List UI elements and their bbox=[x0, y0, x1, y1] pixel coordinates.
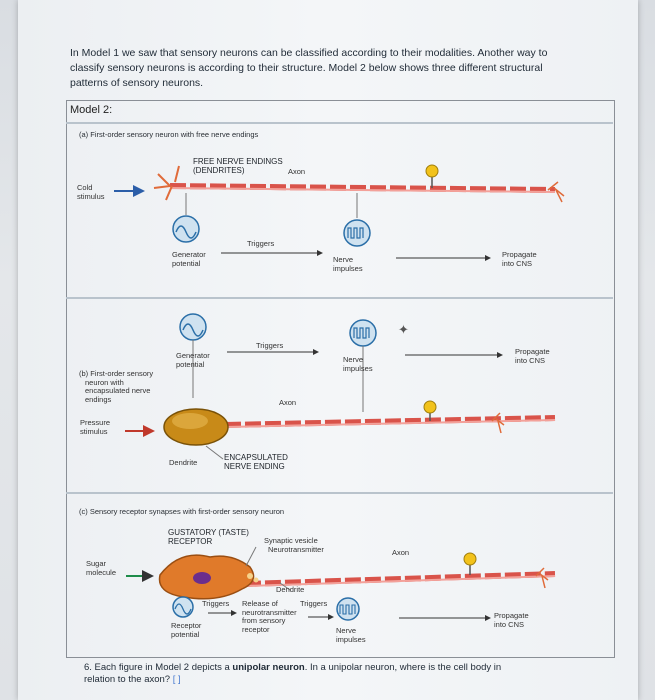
panel-c-subtitle: (c) Sensory receptor synapses with first-order sensory neuron bbox=[79, 507, 285, 516]
panel-b-subtitle-line-4: endings bbox=[85, 394, 112, 404]
panel-b-triggers-label: Triggers bbox=[256, 341, 284, 350]
panel-a-cell-body bbox=[426, 165, 438, 177]
question-line-2 bbox=[84, 674, 604, 686]
gustatory-line-1: GUSTATORY (TASTE) bbox=[168, 528, 249, 537]
sugar-molecule-label bbox=[86, 560, 116, 577]
panel-c-nerve-line-1: Nerve bbox=[336, 626, 357, 635]
panel-b-nerve-line-2: impulses bbox=[343, 363, 373, 373]
pressure-stimulus-line-1: Pressure bbox=[80, 418, 111, 427]
panel-b-dendrite-label: Dendrite bbox=[169, 458, 198, 467]
synaptic-vesicle-1 bbox=[247, 573, 253, 579]
panel-b-leader-encapsulated bbox=[206, 446, 223, 459]
cold-stimulus-line-2: stimulus bbox=[77, 191, 105, 201]
intro-line-3: patterns of sensory neurons. bbox=[70, 77, 204, 89]
question-line-2-text: relation to the axon? bbox=[84, 674, 171, 685]
free-nerve-endings-label bbox=[193, 157, 283, 175]
intro-line-2: classify sensory neurons is according to their structure. Model 2 below shows three different structural bbox=[70, 62, 543, 74]
panel-a-triggers-label: Triggers bbox=[247, 239, 275, 248]
panel-c-dendrite-label: Dendrite bbox=[276, 585, 305, 594]
panel-b-nerve-line-1: Nerve bbox=[343, 355, 364, 364]
gustatory-receptor-label bbox=[168, 528, 249, 546]
sugar-line-2: molecule bbox=[86, 567, 117, 577]
synaptic-line-2: Neurotransmitter bbox=[268, 544, 324, 554]
answer-field[interactable]: [ ] bbox=[172, 674, 181, 685]
receptor-potential-label bbox=[171, 622, 201, 639]
panel-b-axon-label: Axon bbox=[279, 398, 297, 407]
panel-b-propagate-line-1: Propagate bbox=[515, 347, 550, 356]
sugar-line-1: Sugar bbox=[86, 559, 107, 568]
panel-c-axon-label: Axon bbox=[392, 548, 410, 557]
gustatory-line-2: RECEPTOR bbox=[168, 537, 213, 546]
panel-b-cell-body bbox=[424, 401, 436, 413]
panel-b-generator-line-2: potential bbox=[176, 359, 205, 369]
panel-a-propagate-line-1: Propagate bbox=[502, 250, 537, 259]
sparkle-icon: ✦ bbox=[398, 322, 409, 337]
panel-b-propagate-label bbox=[515, 348, 550, 365]
panel-b-subtitle-line-1: (b) First-order sensory bbox=[79, 369, 154, 378]
intro-line-1: In Model 1 we saw that sensory neurons can be classified according to their modalities. Another way to bbox=[70, 47, 548, 59]
free-nerve-endings-line-1: FREE NERVE ENDINGS bbox=[193, 157, 283, 166]
synaptic-vesicle-label bbox=[264, 537, 324, 554]
question-text-after: . In a unipolar neuron, where is the cell body in bbox=[304, 662, 502, 673]
panel-b-generator-line-1: Generator bbox=[176, 351, 210, 360]
panel-a-generator-label bbox=[172, 251, 206, 268]
panel-c-triggers-label-2: Triggers bbox=[300, 599, 328, 608]
question-text-before: 6. Each figure in Model 2 depicts a bbox=[84, 662, 233, 673]
question-6 bbox=[84, 662, 604, 686]
encapsulated-ending-label bbox=[224, 453, 288, 471]
release-line-2: neurotransmitter bbox=[242, 607, 297, 617]
question-bold-term: unipolar neuron bbox=[232, 662, 305, 673]
panel-a-generator-line-1: Generator bbox=[172, 250, 206, 259]
release-neurotransmitter-label bbox=[242, 600, 297, 634]
free-nerve-endings-line-2: (DENDRITES) bbox=[193, 166, 245, 175]
panel-a-generator-line-2: potential bbox=[172, 258, 201, 268]
panel-a-axon-label: Axon bbox=[288, 167, 306, 176]
encapsulated-line-2: NERVE ENDING bbox=[224, 462, 285, 471]
capsule-highlight bbox=[172, 413, 208, 429]
cold-stimulus-label bbox=[77, 184, 105, 201]
panel-b-nerve-label bbox=[343, 356, 373, 373]
synaptic-vesicle-2 bbox=[254, 578, 259, 583]
panel-a-nerve-label bbox=[333, 256, 363, 273]
panel-b-diagram bbox=[125, 314, 555, 459]
panel-a-diagram bbox=[114, 165, 564, 258]
panel-c-axon-terminals bbox=[536, 568, 548, 588]
release-line-3: from sensory bbox=[242, 616, 286, 625]
panel-c-propagate-line-1: Propagate bbox=[494, 611, 529, 620]
panel-c-nerve-line-2: impulses bbox=[336, 634, 366, 644]
panel-a-nerve-line-2: impulses bbox=[333, 263, 363, 273]
encapsulated-line-1: ENCAPSULATED bbox=[224, 453, 288, 462]
panel-c-cell-body bbox=[464, 553, 476, 565]
panel-b-subtitle-line-2: neuron with bbox=[85, 377, 124, 387]
release-line-4: receptor bbox=[242, 624, 270, 634]
panel-b-subtitle-line-3: encapsulated nerve bbox=[85, 386, 151, 395]
panel-c-axon bbox=[245, 574, 555, 584]
panel-c-nerve-label bbox=[336, 627, 366, 644]
panel-a-subtitle: (a) First-order sensory neuron with free nerve endings bbox=[79, 130, 259, 139]
panel-b-propagate-line-2: into CNS bbox=[515, 355, 546, 365]
panel-c-diagram bbox=[126, 544, 555, 620]
pressure-stimulus-line-2: stimulus bbox=[80, 426, 108, 436]
panel-b-generator-label bbox=[176, 352, 210, 369]
free-nerve-endings-branches bbox=[154, 166, 179, 200]
receptor-nucleus bbox=[193, 572, 211, 584]
question-line-1 bbox=[84, 662, 604, 674]
synaptic-line-1: Synaptic vesicle bbox=[264, 536, 318, 545]
panel-c-triggers-label-1: Triggers bbox=[202, 599, 230, 608]
panel-b-subtitle bbox=[79, 370, 153, 404]
receptor-line-1: Receptor bbox=[171, 621, 202, 630]
pressure-stimulus-label bbox=[80, 419, 110, 436]
release-line-1: Release of bbox=[242, 599, 278, 608]
model-title: Model 2: bbox=[70, 104, 113, 116]
panel-c-propagate-line-2: into CNS bbox=[494, 619, 525, 629]
panel-c-propagate-label bbox=[494, 612, 529, 629]
panel-c-leader-vesicle bbox=[246, 547, 256, 566]
panel-b-axon-terminals bbox=[492, 413, 504, 433]
cold-stimulus-line-1: Cold bbox=[77, 183, 93, 192]
receptor-line-2: potential bbox=[171, 629, 200, 639]
panel-a-nerve-line-1: Nerve bbox=[333, 255, 354, 264]
panel-a-propagate-label bbox=[502, 251, 537, 268]
panel-a-propagate-line-2: into CNS bbox=[502, 258, 533, 268]
